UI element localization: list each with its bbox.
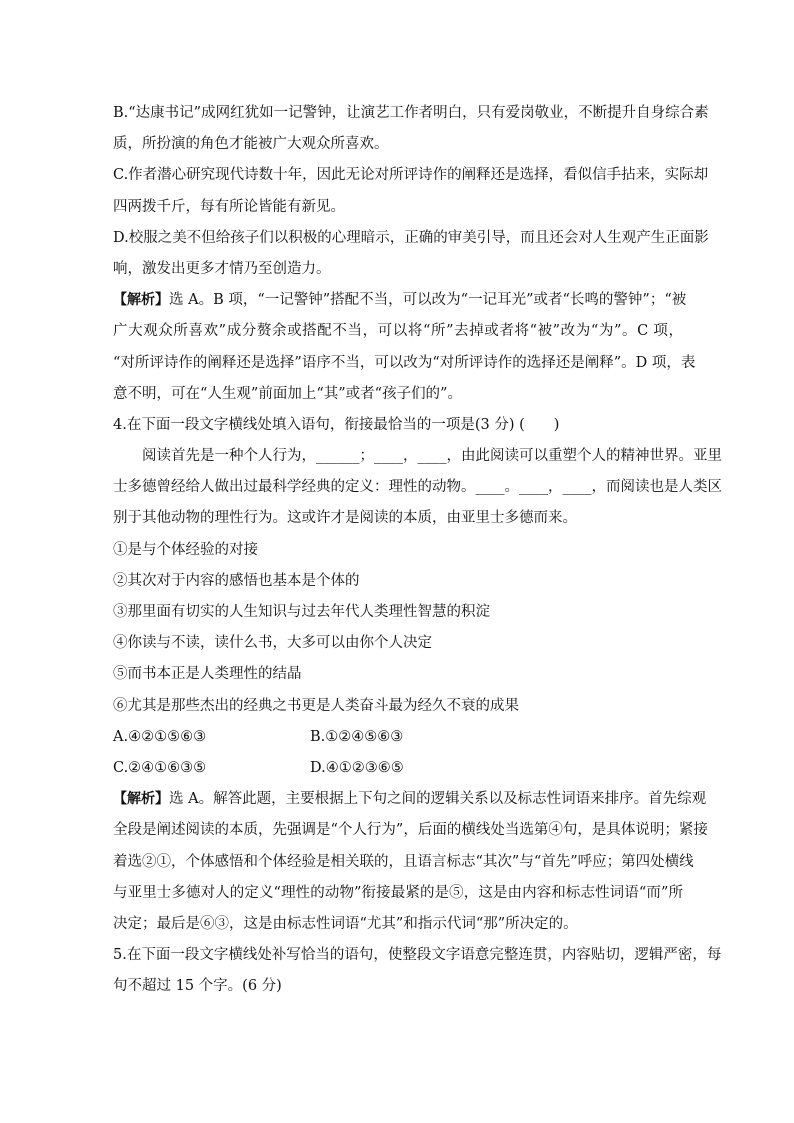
- q4-item-4: ④你读与不读，读什么书，大多可以由你个人决定: [113, 635, 432, 652]
- q3-option-b-line-1: B.“达康书记”成网红犹如一记警钟，让演艺工作者明白，只有爱岗敬业，不断提升自身综合素: [113, 105, 709, 121]
- q4-analysis-line-3: 着选②①，个体感悟和个体经验是相关联的，且语言标志“其次”与“首先”呼应；第四处横线: [113, 853, 694, 870]
- q3-option-b-line-2: 质，所扮演的角色才能被广大观众所喜欢。: [113, 136, 389, 153]
- document-page: [113, 98, 722, 1002]
- q4-analysis-line-1: [113, 784, 707, 815]
- q4-passage-line-2: 士多德曾经给人做出过最科学经典的定义：理性的动物。____。____，____，而阅读也是人类区: [113, 479, 722, 496]
- q3-option-c-line-1: C.作者潜心研究现代诗数十年，因此无论对所评诗作的阐释还是选择，看似信手拈来，实际却: [113, 167, 709, 184]
- q4-analysis-text-1: 选 A。解答此题，主要根据上下句之间的逻辑关系以及标志性词语来排序。首先综观: [169, 791, 707, 808]
- q4-item-3: ③那里面有切实的人生知识与过去年代人类理性智慧的积淀: [113, 604, 490, 620]
- q3-analysis-line-1: [113, 285, 687, 316]
- q3-option-d-line-1: D.校服之美不但给孩子们以积极的心理暗示，正确的审美引导，而且还会对人生观产生正面影: [113, 229, 709, 246]
- q3-analysis-line-4: 意不明，可在“人生观”前面加上“其”或者“孩子们的”。: [113, 385, 462, 402]
- q3-analysis-text-1: 选 A。B 项，“一记警钟”搭配不当，可以改为“一记耳光”或者“长鸣的警钟”；“被: [169, 292, 687, 309]
- q4-analysis-line-5: 决定；最后是⑥③，这是由标志性词语“尤其”和指示代词“那”所决定的。: [113, 915, 578, 932]
- q3-option-d-line-2: 响，激发出更多才情乃至创造力。: [113, 260, 331, 277]
- q4-passage-line-3: 别于其他动物的理性行为。这或许才是阅读的本质，由亚里士多德而来。: [113, 510, 577, 527]
- q4-analysis-line-4: 与亚里士多德对人的定义“理性的动物”衔接最紧的是⑤，这是由内容和标志性词语“而”所: [113, 884, 683, 901]
- q4-choices-row-1: [113, 722, 683, 753]
- q3-option-c-line-2: 四两拨千斤，每有所论皆能有新见。: [113, 198, 345, 215]
- q4-choice-d: D.④①②③⑥⑤: [310, 759, 404, 776]
- q4-stem: 4.在下面一段文字横线处填入语句，衔接最恰当的一项是(3 分) ( ): [113, 416, 560, 433]
- analysis-tag: 【解析】: [113, 292, 169, 309]
- q4-item-1: ①是与个体经验的对接: [113, 541, 258, 558]
- q4-choice-c: C.②④①⑥③⑤: [113, 759, 207, 776]
- analysis-tag: 【解析】: [113, 791, 169, 808]
- q4-analysis-line-2: 全段是阐述阅读的本质，先强调是“个人行为”，后面的横线处当选第④句，是具体说明；紧接: [113, 822, 708, 839]
- q3-analysis-line-2: 广大观众所喜欢”成分赘余或搭配不当，可以将“所”去掉或者将“被”改为“为”。C 项，: [113, 323, 683, 340]
- q4-choice-a: A.④②①⑤⑥③: [113, 728, 207, 745]
- q4-item-6: ⑥尤其是那些杰出的经典之书更是人类奋斗最为经久不衰的成果: [113, 697, 519, 714]
- q4-choices-row-2: [113, 753, 683, 784]
- q4-choice-b: B.①②④⑤⑥③: [310, 728, 404, 745]
- q4-item-5: ⑤而书本正是人类理性的结晶: [113, 666, 302, 683]
- q3-analysis-line-3: “对所评诗作的阐释还是选择”语序不当，可以改为“对所评诗作的选择还是阐释”。D 项，表: [113, 354, 696, 371]
- q4-passage-line-1: 阅读首先是一种个人行为，______；____，____，由此阅读可以重塑个人的精神世界。亚里: [142, 448, 722, 465]
- q5-stem-line-2: 句不超过 15 个字。(6 分): [113, 978, 282, 995]
- q5-stem-line-1: 5.在下面一段文字横线处补写恰当的语句，使整段文字语意完整连贯，内容贴切，逻辑严密，每: [113, 947, 722, 964]
- q4-item-2: ②其次对于内容的感悟也基本是个体的: [113, 572, 360, 589]
